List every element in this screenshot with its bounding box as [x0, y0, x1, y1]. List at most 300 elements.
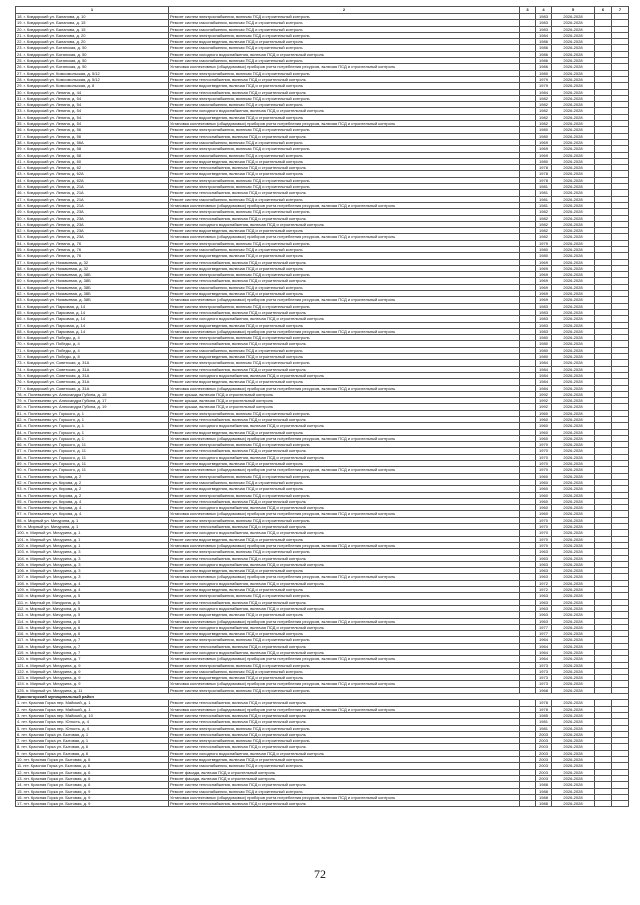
table-cell: Ремонт систем теплоснабжения, включая ПСД и строительный контроль [169, 712, 520, 718]
table-cell: 2026-2028 [552, 599, 595, 605]
table-cell: 2026-2028 [552, 549, 595, 555]
table-cell: 2026-2028 [552, 398, 595, 404]
table-cell: 25. г. Ковдорский ул. Ботанская, д. 50 [16, 58, 169, 64]
table-cell: Ремонт систем теплоснабжения, включая ПСД и строительный контроль [169, 190, 520, 196]
table-cell: 2026-2028 [552, 297, 595, 303]
table-cell: Ремонт систем теплоснабжения, включая ПСД и строительный контроль [169, 165, 520, 171]
table-cell: 2026-2028 [552, 631, 595, 637]
table-cell: 1982 [536, 221, 552, 227]
table-cell: 1. пгт. Красная Горка пер. Майский, д. 1 [16, 700, 169, 706]
table-cell: 99. п. Мирный ул. Мичурина, д. 1 [16, 524, 169, 530]
table-cell: 16. пгт. Красная Горка ул. Бытовая, д. 9 [16, 794, 169, 800]
table-cell: 120. п. Мирный ул. Мичурина, д. 7 [16, 656, 169, 662]
table-cell: 1980 [536, 341, 552, 347]
table-cell: 2026-2028 [552, 429, 595, 435]
table-cell: 122. п. Мирный ул. Мичурина, д. 9 [16, 668, 169, 674]
table-cell: 2026-2028 [552, 410, 595, 416]
table-cell: 2026-2028 [552, 146, 595, 152]
table-cell: 1985 [536, 712, 552, 718]
table-cell: 1984 [536, 366, 552, 372]
table-cell: Ремонт систем водоотведения, включая ПСД и строительный контроль [169, 379, 520, 385]
table-cell: 1984 [536, 385, 552, 391]
table-cell: 46. г. Ковдорский ул. Ленина, д. 21А [16, 190, 169, 196]
table-cell: 1980 [536, 335, 552, 341]
table-cell: 1988 [536, 794, 552, 800]
table-cell: 1970 [536, 442, 552, 448]
table-cell: Ремонт систем водоотведения, включая ПСД и строительный контроль [169, 675, 520, 681]
table-cell: 82. п. Полевынево ул. Горького, д. 1 [16, 417, 169, 423]
table-cell: 41. г. Ковдорский ул. Ленина, д. 60 [16, 158, 169, 164]
table-cell: 2026-2028 [552, 70, 595, 76]
table-cell: 36. г. Ковдорский ул. Ленина, д. 56 [16, 127, 169, 133]
table-cell: Ремонт систем электроснабжения, включая ПСД и строительный контроль [169, 662, 520, 668]
table-cell: 2026-2028 [552, 158, 595, 164]
table-cell: 1981 [536, 719, 552, 725]
table-cell: 15. пгт. Красная Горка ул. Бытовая, д. 9 [16, 788, 169, 794]
table-cell: 1973 [536, 681, 552, 687]
table-cell: 2026-2028 [552, 51, 595, 57]
table-cell: 42. г. Ковдорский ул. Ленина, д. 62 [16, 165, 169, 171]
table-cell: Ремонт систем холодного водоснабжения, включая ПСД и строительный контроль [169, 108, 520, 114]
table-cell: Установка коллективных (общедомовых) приборов учета потребления ресурсов, включая ПСД и строительный контроль [169, 467, 520, 473]
table-cell: 116. п. Мирный ул. Мичурина, д. 6 [16, 631, 169, 637]
table-cell: 2026-2028 [552, 788, 595, 794]
table-cell: 1988 [536, 782, 552, 788]
table-cell: Ремонт систем электроснабжения, включая ПСД и строительный контроль [169, 146, 520, 152]
table-cell: 22. г. Ковдорский ул. Баланова, д. 20 [16, 39, 169, 45]
column-number-row [16, 7, 629, 14]
table-cell: 1983 [536, 20, 552, 26]
table-cell: Установка коллективных (общедомовых) приборов учета потребления ресурсов, включая ПСД и строительный контроль [169, 328, 520, 334]
table-cell: Ремонт фасада, включая ПСД и строительный контроль [169, 775, 520, 781]
table-cell: 1960 [536, 473, 552, 479]
table-cell: 112. п. Мирный ул. Мичурина, д. 5 [16, 605, 169, 611]
table-cell: 1982 [536, 234, 552, 240]
table-cell: 97. п. Полевынево ул. Кирова, д. 4 [16, 511, 169, 517]
table-cell: Ремонт систем электроснабжения, включая ПСД и строительный контроль [169, 127, 520, 133]
table-cell: 2026-2028 [552, 316, 595, 322]
table-cell: 95. п. Полевынево ул. Кирова, д. 4 [16, 498, 169, 504]
table-cell: 2026-2028 [552, 58, 595, 64]
table-cell: Ремонт систем газоснабжения, включая ПСД и строительный контроль [169, 763, 520, 769]
table-cell: Ремонт систем водоотведения, включая ПСД и строительный контроль [169, 228, 520, 234]
table-cell: 74. г. Ковдорский ул. Советская, д. 31А [16, 366, 169, 372]
table-cell: 87. п. Полевынево ул. Горького, д. 11 [16, 448, 169, 454]
table-cell: 2026-2028 [552, 253, 595, 259]
table-cell: 65. г. Ковдорский ул. Парковая, д. 14 [16, 309, 169, 315]
table-cell: 2026-2028 [552, 309, 595, 315]
table-cell: 2026-2028 [552, 624, 595, 630]
table-cell: 110. п. Мирный ул. Мичурина, д. 5 [16, 593, 169, 599]
table-cell: Ремонт систем газоснабжения, включая ПСД и строительный контроль [169, 20, 520, 26]
table-cell: 1969 [536, 278, 552, 284]
table-cell: 68. г. Ковдорский ул. Парковая, д. 14 [16, 328, 169, 334]
table-cell: 2026-2028 [552, 719, 595, 725]
table-cell: 83. п. Полевынево ул. Горького, д. 1 [16, 423, 169, 429]
table-cell: Ремонт систем электроснабжения, включая ПСД и строительный контроль [169, 492, 520, 498]
table-cell: 48. г. Ковдорский ул. Ленина, д. 21А [16, 202, 169, 208]
table-cell: Ремонт систем холодного водоснабжения, включая ПСД и строительный контроль [169, 423, 520, 429]
table-cell: Ремонт систем холодного водоснабжения, включая ПСД и строительный контроль [169, 51, 520, 57]
table-cell: Ремонт систем водоотведения, включая ПСД и строительный контроль [169, 39, 520, 45]
table-cell: 2026-2028 [552, 605, 595, 611]
table-cell: 2026-2028 [552, 461, 595, 467]
table-cell: Ремонт систем газоснабжения, включая ПСД и строительный контроль [169, 58, 520, 64]
table-cell: 2026-2028 [552, 221, 595, 227]
table-cell: 2026-2028 [552, 20, 595, 26]
table-cell: 2026-2028 [552, 744, 595, 750]
column-number: 1 [16, 7, 169, 14]
table-cell: 61. г. Ковдорский ул. Ноямьевая, д. 38Б [16, 284, 169, 290]
table-cell: 1970 [536, 448, 552, 454]
table-cell: Ремонт систем теплоснабжения, включая ПСД и строительный контроль [169, 719, 520, 725]
table-cell: 2003 [536, 738, 552, 744]
table-cell: 114. п. Мирный ул. Мичурина, д. 5 [16, 618, 169, 624]
table-cell: 2026-2028 [552, 366, 595, 372]
table-cell: 2026-2028 [552, 587, 595, 593]
table-cell: 2026-2028 [552, 284, 595, 290]
table-cell: 72. г. Ковдорский ул. Победы, д. 8 [16, 354, 169, 360]
table-cell: 1960 [536, 410, 552, 416]
table-cell: 1973 [536, 662, 552, 668]
table-cell: Ремонт систем электроснабжения, включая ПСД и строительный контроль [169, 738, 520, 744]
table-cell: Ремонт систем электроснабжения, включая ПСД и строительный контроль [169, 360, 520, 366]
table-cell: 38. г. Ковдорский ул. Ленина, д. 56А [16, 139, 169, 145]
table-cell: 2026-2028 [552, 687, 595, 693]
table-cell: 1960 [536, 435, 552, 441]
table-cell: 1978 [536, 706, 552, 712]
table-cell: 43. г. Ковдорский ул. Ленина, д. 62А [16, 171, 169, 177]
table-cell: Установка коллективных (общедомовых) приборов учета потребления ресурсов, включая ПСД и строительный контроль [169, 574, 520, 580]
table-cell: Ремонт систем холодного водоснабжения, включая ПСД и строительный контроль [169, 605, 520, 611]
table-cell: Ремонт систем теплоснабжения, включая ПСД и строительный контроль [169, 89, 520, 95]
table-cell: 1963 [536, 593, 552, 599]
table-cell: 2026-2028 [552, 442, 595, 448]
table-cell: 39. г. Ковдорский ул. Ленина, д. 58 [16, 146, 169, 152]
table-cell: 1960 [536, 486, 552, 492]
table-cell: 1973 [536, 675, 552, 681]
table-cell: 1983 [536, 316, 552, 322]
works-table-body [16, 7, 629, 807]
table-cell: 1970 [536, 517, 552, 523]
table-cell: 1983 [536, 303, 552, 309]
table-cell: Ремонт систем электроснабжения, включая ПСД и строительный контроль [169, 687, 520, 693]
table-cell: 2026-2028 [552, 265, 595, 271]
table-cell: 2026-2028 [552, 108, 595, 114]
table-cell: Ремонт систем водоотведения, включая ПСД и строительный контроль [169, 265, 520, 271]
table-cell: 37. г. Ковдорский ул. Ленина, д. 56 [16, 133, 169, 139]
table-cell: 108. п. Мирный ул. Мичурина, д. 4 [16, 580, 169, 586]
table-cell: 30. г. Ковдорский ул. Ленина, д. 44 [16, 89, 169, 95]
table-cell: 121. п. Мирный ул. Мичурина, д. 9 [16, 662, 169, 668]
table-cell: Ремонт систем теплоснабжения, включая ПСД и строительный контроль [169, 366, 520, 372]
table-cell: 2026-2028 [552, 372, 595, 378]
table-cell: 2026-2028 [552, 291, 595, 297]
table-cell: Ремонт систем электроснабжения, включая ПСД и строительный контроль [169, 637, 520, 643]
table-cell: Ремонт систем электроснабжения, включая ПСД и строительный контроль [169, 725, 520, 731]
table-cell: Ремонт крыши, включая ПСД и строительный контроль [169, 398, 520, 404]
table-cell: 1963 [536, 618, 552, 624]
table-cell: 80. п. Полевынево ул. Александра Губина, д. 19 [16, 404, 169, 410]
table-cell: 2026-2028 [552, 64, 595, 70]
table-cell: Ремонт систем водоотведения, включая ПСД и строительный контроль [169, 429, 520, 435]
table-cell: Ремонт систем холодного водоснабжения, включая ПСД и строительный контроль [169, 316, 520, 322]
table-cell: Ремонт систем газоснабжения, включая ПСД и строительный контроль [169, 26, 520, 32]
table-cell: 75. г. Ковдорский ул. Советская, д. 31А [16, 372, 169, 378]
table-cell: Ремонт систем теплоснабжения, включая ПСД и строительный контроль [169, 700, 520, 706]
table-cell: 1963 [536, 612, 552, 618]
table-cell: Установка коллективных (общедомовых) приборов учета потребления ресурсов, включая ПСД и строительный контроль [169, 234, 520, 240]
table-cell: 5. пгт. Красная Горка пер. Юность, д. 4 [16, 725, 169, 731]
table-cell: 49. г. Ковдорский ул. Ленина, д. 23А [16, 209, 169, 215]
table-cell: 64. г. Ковдорский ул. Парковая, д. 14 [16, 303, 169, 309]
table-cell: 1964 [536, 649, 552, 655]
table-cell: 34. г. Ковдорский ул. Ленина, д. 54 [16, 114, 169, 120]
table-cell: Ремонт систем теплоснабжения, включая ПСД и строительный контроль [169, 599, 520, 605]
table-cell: Ремонт систем теплоснабжения, включая ПСД и строительный контроль [169, 643, 520, 649]
table-cell: Ремонт систем теплоснабжения, включая ПСД и строительный контроль [169, 448, 520, 454]
table-cell: 7. пгт. Красная Горка ул. Бытовая, д. 1 [16, 738, 169, 744]
table-cell: 1960 [536, 505, 552, 511]
table-cell: 19. г. Ковдорский ул. Баланова, д. 15 [16, 20, 169, 26]
table-cell: 102. п. Мирный ул. Мичурина, д. 1 [16, 542, 169, 548]
table-cell: Ремонт систем холодного водоснабжения, включая ПСД и строительный контроль [169, 505, 520, 511]
table-cell: 1963 [536, 549, 552, 555]
column-number: 3 [520, 7, 536, 14]
table-cell: Ремонт систем водоотведения, включая ПСД и строительный контроль [169, 612, 520, 618]
table-cell: 1983 [536, 14, 552, 20]
table-cell: 1982 [536, 121, 552, 127]
table-cell: 2026-2028 [552, 524, 595, 530]
table-cell: 2026-2028 [552, 505, 595, 511]
table-cell: 2026-2028 [552, 234, 595, 240]
table-cell: 2026-2028 [552, 272, 595, 278]
table-cell: 1960 [536, 429, 552, 435]
table-cell: Ремонт систем теплоснабжения, включая ПСД и строительный контроль [169, 341, 520, 347]
table-cell: Ремонт систем газоснабжения, включая ПСД и строительный контроль [169, 45, 520, 51]
table-cell: 2026-2028 [552, 750, 595, 756]
table-cell: 91. п. Полевынево ул. Кирова, д. 2 [16, 473, 169, 479]
table-cell: 1977 [536, 631, 552, 637]
table-cell: Ремонт систем водоотведения, включая ПСД и строительный контроль [169, 354, 520, 360]
table-cell: 57. г. Ковдорский ул. Ноямьевая, д. 32 [16, 259, 169, 265]
table-cell: 123. п. Мирный ул. Мичурина, д. 9 [16, 675, 169, 681]
table-cell: 1968 [536, 687, 552, 693]
table-cell: 2026-2028 [552, 354, 595, 360]
table-cell: 12. пгт. Красная Горка ул. Бытовая, д. 6 [16, 769, 169, 775]
table-cell: Ремонт систем электроснабжения, включая ПСД и строительный контроль [169, 95, 520, 101]
table-cell: 2026-2028 [552, 246, 595, 252]
table-cell: Ремонт систем водоотведения, включая ПСД и строительный контроль [169, 158, 520, 164]
table-cell: 2026-2028 [552, 259, 595, 265]
table-cell: 1980 [536, 133, 552, 139]
table-cell: 33. г. Ковдорский ул. Ленина, д. 54 [16, 108, 169, 114]
table-cell: Ремонт систем газоснабжения, включая ПСД и строительный контроль [169, 788, 520, 794]
table-cell: 96. п. Полевынево ул. Кирова, д. 4 [16, 505, 169, 511]
table-cell: 2026-2028 [552, 133, 595, 139]
table-cell: 2003 [536, 769, 552, 775]
table-cell: 103. п. Мирный ул. Мичурина, д. 3 [16, 549, 169, 555]
table-cell: 115. п. Мирный ул. Мичурина, д. 6 [16, 624, 169, 630]
table-cell: 1969 [536, 152, 552, 158]
table-cell: 2026-2028 [552, 240, 595, 246]
table-cell: 94. п. Полевынево ул. Кирова, д. 2 [16, 492, 169, 498]
table-cell: Ремонт систем электроснабжения, включая ПСД и строительный контроль [169, 240, 520, 246]
table-cell: 4. пгт. Красная Горка пер. Юность, д. 4 [16, 719, 169, 725]
table-cell: 2026-2028 [552, 731, 595, 737]
table-cell: 2026-2028 [552, 618, 595, 624]
table-cell: Ремонт систем водоотведения, включая ПСД и строительный контроль [169, 486, 520, 492]
table-cell: 53. г. Ковдорский ул. Ленина, д. 23А [16, 234, 169, 240]
table-cell: 1964 [536, 656, 552, 662]
table-cell: Установка коллективных (общедомовых) приборов учета потребления ресурсов, включая ПСД и строительный контроль [169, 706, 520, 712]
table-cell: Ремонт систем теплоснабжения, включая ПСД и строительный контроль [169, 744, 520, 750]
empty-cell [612, 801, 629, 807]
table-cell: 125. п. Мирный ул. Мичурина, д. 11 [16, 687, 169, 693]
table-cell: 2026-2028 [552, 681, 595, 687]
table-cell: 2026-2028 [552, 139, 595, 145]
table-cell: 2026-2028 [552, 322, 595, 328]
table-cell: 2026-2028 [552, 574, 595, 580]
table-cell: 1986 [536, 45, 552, 51]
table-cell: 2026-2028 [552, 738, 595, 744]
table-cell: 1970 [536, 530, 552, 536]
table-cell: 1978 [536, 171, 552, 177]
table-cell: 78. п. Полевынево ул. Александра Губина, д. 15 [16, 391, 169, 397]
table-cell: 1992 [536, 404, 552, 410]
table-cell: 2026-2028 [552, 385, 595, 391]
table-cell: 2026-2028 [552, 498, 595, 504]
column-number: 2 [169, 7, 520, 14]
table-cell: 47. г. Ковдорский ул. Ленина, д. 21А [16, 196, 169, 202]
table-cell: Ремонт систем электроснабжения, включая ПСД и строительный контроль [169, 410, 520, 416]
table-cell: 2026-2028 [552, 763, 595, 769]
table-cell: 9. пгт. Красная Горка ул. Бытовая, д. 6 [16, 750, 169, 756]
table-cell: Ремонт систем газоснабжения, включая ПСД и строительный контроль [169, 479, 520, 485]
table-cell: 10. пгт. Красная Горка ул. Бытовая, д. 6 [16, 757, 169, 763]
table-cell: 1960 [536, 511, 552, 517]
table-cell: 2026-2028 [552, 580, 595, 586]
table-cell: 56. г. Ковдорский ул. Ленина, д. 76 [16, 253, 169, 259]
table-cell: 109. п. Мирный ул. Мичурина, д. 4 [16, 587, 169, 593]
table-cell: 2026-2028 [552, 675, 595, 681]
table-cell: 1986 [536, 64, 552, 70]
table-cell: 1980 [536, 70, 552, 76]
table-cell: 2026-2028 [552, 379, 595, 385]
column-number: 7 [612, 7, 629, 14]
table-cell: 2026-2028 [552, 542, 595, 548]
table-cell: Ремонт систем водоотведения, включая ПСД и строительный контроль [169, 171, 520, 177]
table-cell: 1963 [536, 561, 552, 567]
table-cell: 51. г. Ковдорский ул. Ленина, д. 23А [16, 221, 169, 227]
table-cell: 1988 [536, 788, 552, 794]
table-cell: 1988 [536, 801, 552, 807]
table-cell: 93. п. Полевынево ул. Кирова, д. 2 [16, 486, 169, 492]
table-cell: 1983 [536, 328, 552, 334]
table-cell: Ремонт крыши, включая ПСД и строительный контроль [169, 404, 520, 410]
table-cell: 31. г. Ковдорский ул. Ленина, д. 54 [16, 95, 169, 101]
table-cell: 1970 [536, 467, 552, 473]
table-cell: 54. г. Ковдорский ул. Ленина, д. 76 [16, 240, 169, 246]
table-cell: 69. г. Ковдорский ул. Победы, д. 4 [16, 335, 169, 341]
table-cell: Установка коллективных (общедомовых) приборов учета потребления ресурсов, включая ПСД и строительный контроль [169, 511, 520, 517]
table-cell: 2026-2028 [552, 486, 595, 492]
table-cell: 1982 [536, 215, 552, 221]
table-cell: 2003 [536, 744, 552, 750]
table-cell: Ремонт систем электроснабжения, включая ПСД и строительный контроль [169, 272, 520, 278]
table-cell: 2026-2028 [552, 335, 595, 341]
table-cell: Ремонт систем водоотведения, включая ПСД и строительный контроль [169, 114, 520, 120]
table-cell: 2026-2028 [552, 209, 595, 215]
table-cell: 1963 [536, 555, 552, 561]
table-cell: 1980 [536, 253, 552, 259]
table-cell: 13. пгт. Красная Горка ул. Бытовая, д. 6 [16, 775, 169, 781]
table-cell: Ремонт систем электроснабжения, включая ПСД и строительный контроль [169, 549, 520, 555]
table-cell: 1972 [536, 580, 552, 586]
table-cell: Ремонт систем электроснабжения, включая ПСД и строительный контроль [169, 32, 520, 38]
table-cell: 63. г. Ковдорский ул. Ноямьевая, д. 38Б [16, 297, 169, 303]
table-cell: 2026-2028 [552, 404, 595, 410]
table-cell: 2026-2028 [552, 435, 595, 441]
table-cell: 1970 [536, 536, 552, 542]
table-cell: 2026-2028 [552, 184, 595, 190]
table-cell: 106. п. Мирный ул. Мичурина, д. 3 [16, 568, 169, 574]
table-cell: Ремонт систем холодного водоснабжения, включая ПСД и строительный контроль [169, 750, 520, 756]
table-cell: 2003 [536, 750, 552, 756]
table-cell: Ремонт систем холодного водоснабжения, включая ПСД и строительный контроль [169, 372, 520, 378]
table-cell: Ремонт систем водоотведения, включая ПСД и строительный контроль [169, 461, 520, 467]
table-cell: Ремонт систем электроснабжения, включая ПСД и строительный контроль [169, 473, 520, 479]
table-cell: 2026-2028 [552, 347, 595, 353]
table-cell: 1969 [536, 284, 552, 290]
table-cell: 1980 [536, 127, 552, 133]
table-cell: 1984 [536, 379, 552, 385]
table-cell: 2026-2028 [552, 668, 595, 674]
table-cell: 1986 [536, 58, 552, 64]
table-cell: 59. г. Ковдорский ул. Ноямьевая, д. 38Б [16, 272, 169, 278]
table-cell: Ремонт систем газоснабжения, включая ПСД и строительный контроль [169, 102, 520, 108]
table-cell: 2026-2028 [552, 467, 595, 473]
register-sheet [15, 6, 626, 807]
table-cell: 2026-2028 [552, 479, 595, 485]
table-cell: 1969 [536, 146, 552, 152]
table-cell: 2026-2028 [552, 190, 595, 196]
table-cell: 1980 [536, 347, 552, 353]
table-cell: 86. п. Полевынево ул. Горького, д. 11 [16, 442, 169, 448]
table-cell: 1979 [536, 76, 552, 82]
table-cell: 1982 [536, 102, 552, 108]
table-cell: 1960 [536, 498, 552, 504]
table-cell: 1969 [536, 291, 552, 297]
table-cell: 60. г. Ковдорский ул. Ноямьевая, д. 38Б [16, 278, 169, 284]
table-cell: 58. г. Ковдорский ул. Ноямьевая, д. 32 [16, 265, 169, 271]
table-cell: 2026-2028 [552, 643, 595, 649]
table-cell: 2026-2028 [552, 454, 595, 460]
table-cell: Ремонт систем электроснабжения, включая ПСД и строительный контроль [169, 517, 520, 523]
table-cell: 1969 [536, 139, 552, 145]
table-cell: 2026-2028 [552, 360, 595, 366]
table-cell: 1969 [536, 297, 552, 303]
table-cell: 1982 [536, 108, 552, 114]
column-number: 4 [536, 7, 552, 14]
table-cell: 1970 [536, 542, 552, 548]
table-cell: 92. п. Полевынево ул. Кирова, д. 2 [16, 479, 169, 485]
table-cell: Ремонт систем водоотведения, включая ПСД и строительный контроль [169, 83, 520, 89]
table-cell: Ремонт систем водоотведения, включая ПСД и строительный контроль [169, 757, 520, 763]
table-cell: Ремонт систем холодного водоснабжения, включая ПСД и строительный контроль [169, 649, 520, 655]
table-cell: 1963 [536, 599, 552, 605]
table-cell: 1986 [536, 51, 552, 57]
